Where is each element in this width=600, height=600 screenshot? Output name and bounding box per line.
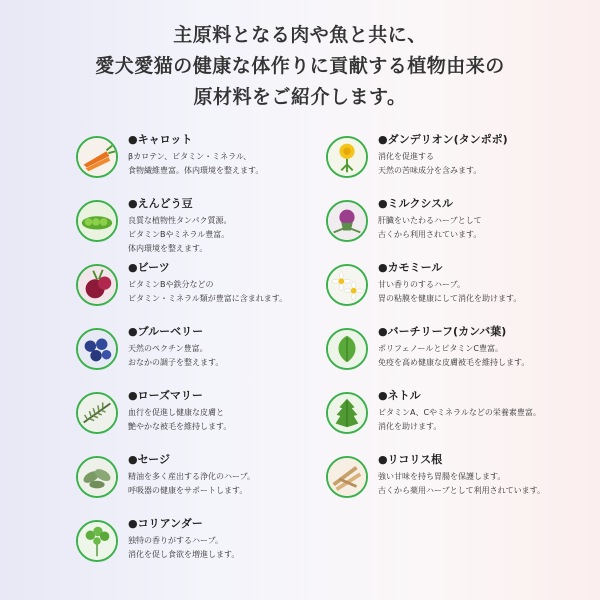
ingredient-name: ●セージ bbox=[128, 453, 170, 466]
ingredient-text bbox=[128, 516, 239, 562]
ingredient-text bbox=[128, 388, 231, 434]
ingredient-text bbox=[128, 132, 263, 178]
ingredient-name: ●えんどう豆 bbox=[128, 197, 193, 210]
ingredient-description bbox=[128, 534, 239, 562]
description-line: 免疫を高め健康な皮膚被毛を維持します。 bbox=[378, 358, 530, 367]
ingredient-list-right bbox=[326, 132, 596, 516]
ingredient-text bbox=[378, 388, 541, 434]
ingredient-name: ●ダンデリオン(タンポポ) bbox=[378, 133, 508, 146]
pea-icon bbox=[76, 200, 118, 242]
ingredient-description bbox=[128, 406, 231, 434]
description-line: 独特の香りがするハーブ。 bbox=[128, 536, 223, 545]
ingredient-name: ●ブルーベリー bbox=[128, 325, 204, 338]
ingredient-description bbox=[128, 342, 223, 370]
ingredient-item bbox=[326, 388, 596, 452]
description-line: 天然の苦味成分を含みます。 bbox=[378, 166, 482, 175]
description-line: 天然のペクチン豊富。 bbox=[128, 344, 208, 353]
licorice-root-icon bbox=[326, 456, 368, 498]
chamomile-icon bbox=[326, 264, 368, 306]
ingredient-name: ●コリアンダー bbox=[128, 517, 203, 530]
description-line: 消化を促進する bbox=[378, 152, 434, 161]
milk-thistle-icon bbox=[326, 200, 368, 242]
ingredient-item bbox=[76, 324, 326, 388]
description-line: ビタミン・ミネラル類が豊富に含まれます。 bbox=[128, 294, 288, 303]
description-line: 精油を多く産出する浄化のハーブ。 bbox=[128, 472, 255, 481]
birch-leaf-icon bbox=[326, 328, 368, 370]
ingredient-item bbox=[76, 388, 326, 452]
blueberry-icon bbox=[76, 328, 118, 370]
ingredient-text bbox=[378, 260, 521, 306]
ingredient-description bbox=[378, 150, 508, 178]
description-line: 甘い香りのするハーブ。 bbox=[378, 280, 465, 289]
description-line: 血行を促進し健康な皮膚と bbox=[128, 408, 224, 417]
ingredient-description bbox=[378, 214, 482, 242]
ingredient-text bbox=[128, 196, 231, 256]
ingredient-name: ●キャロット bbox=[128, 133, 193, 146]
ingredient-list-left bbox=[76, 132, 326, 580]
description-line: 良質な植物性タンパク質源。 bbox=[128, 216, 232, 225]
coriander-icon bbox=[76, 520, 118, 562]
ingredient-text bbox=[128, 260, 287, 306]
ingredient-text bbox=[378, 452, 545, 498]
description-line: 消化を促し食欲を増進します。 bbox=[128, 550, 240, 559]
ingredient-text bbox=[378, 324, 529, 370]
ingredient-name: ●ネトル bbox=[378, 389, 421, 402]
description-line: 胃の粘膜を健康にして消化を助けます。 bbox=[378, 294, 522, 303]
description-line: 体内環境を整えます。 bbox=[128, 244, 208, 253]
ingredient-description bbox=[378, 278, 521, 306]
ingredient-item bbox=[76, 132, 326, 196]
ingredient-item bbox=[76, 196, 326, 260]
ingredient-item bbox=[76, 516, 326, 580]
headline-line-1: 主原料となる肉や魚と共に、 bbox=[173, 24, 427, 46]
ingredient-item bbox=[76, 260, 326, 324]
ingredient-description bbox=[128, 150, 263, 178]
rosemary-icon bbox=[76, 392, 118, 434]
ingredient-item bbox=[326, 260, 596, 324]
beet-icon bbox=[76, 264, 118, 306]
ingredient-name: ●ミルクシスル bbox=[378, 197, 454, 210]
ingredient-item bbox=[326, 132, 596, 196]
description-line: 消化を助けます。 bbox=[378, 422, 442, 431]
ingredient-name: ●カモミール bbox=[378, 261, 443, 274]
ingredient-name: ●リコリス根 bbox=[378, 453, 443, 466]
description-line: 食物繊維豊富。体内環境を整えます。 bbox=[128, 166, 264, 175]
description-line: 強い甘味を持ち胃腸を保護します。 bbox=[378, 472, 506, 481]
ingredient-name: ●バーチリーフ(カンバ葉) bbox=[378, 325, 507, 338]
nettle-icon bbox=[326, 392, 368, 434]
ingredient-text bbox=[378, 196, 482, 242]
description-line: ポリフェノールとビタミンC豊富。 bbox=[378, 344, 503, 353]
description-line: ビタミンA、Cやミネラルなどの栄養素豊富。 bbox=[378, 408, 541, 417]
ingredient-description bbox=[378, 406, 541, 434]
headline-line-2: 愛犬愛猫の健康な体作りに貢献する植物由来の bbox=[95, 55, 505, 77]
ingredient-description bbox=[128, 214, 231, 256]
ingredient-description bbox=[128, 470, 255, 498]
ingredient-item bbox=[326, 452, 596, 516]
sage-icon bbox=[76, 456, 118, 498]
description-line: βカロテン、ビタミン・ミネラル、 bbox=[128, 152, 252, 161]
headline-line-3: 原材料をご紹介します。 bbox=[193, 86, 407, 108]
description-line: 古くから薬用ハーブとして利用されています。 bbox=[378, 486, 545, 495]
ingredient-name: ●ビーツ bbox=[128, 261, 170, 274]
description-line: 肝臓をいたわるハーブとして bbox=[378, 216, 482, 225]
carrot-icon bbox=[76, 136, 118, 178]
ingredient-name: ●ローズマリー bbox=[128, 389, 203, 402]
dandelion-icon bbox=[326, 136, 368, 178]
headline bbox=[0, 20, 600, 113]
ingredient-text bbox=[378, 132, 508, 178]
ingredient-description bbox=[128, 278, 287, 306]
description-line: 呼吸器の健康をサポートします。 bbox=[128, 486, 248, 495]
ingredient-description bbox=[378, 470, 545, 498]
description-line: 古くから利用されています。 bbox=[378, 230, 482, 239]
ingredient-description bbox=[378, 342, 529, 370]
ingredient-text bbox=[128, 324, 223, 370]
ingredient-item bbox=[76, 452, 326, 516]
description-line: ビタミンBやミネラル豊富。 bbox=[128, 230, 230, 239]
ingredient-item bbox=[326, 324, 596, 388]
description-line: 艶やかな被毛を維持します。 bbox=[128, 422, 232, 431]
ingredient-item bbox=[326, 196, 596, 260]
description-line: ビタミンBや鉄分などの bbox=[128, 280, 214, 289]
ingredient-text bbox=[128, 452, 255, 498]
description-line: おなかの調子を整えます。 bbox=[128, 358, 224, 367]
